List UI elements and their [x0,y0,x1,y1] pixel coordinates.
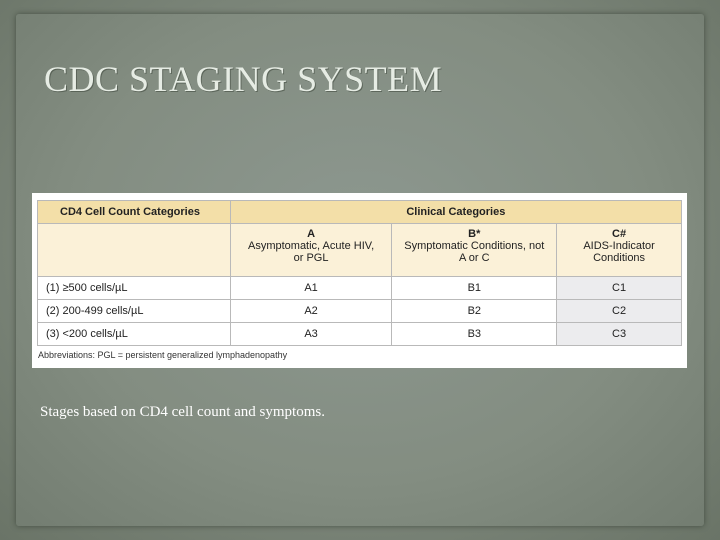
header-clinical-categories: Clinical Categories [230,201,681,224]
row-3-a: A3 [230,323,392,346]
row-1-b: B1 [392,277,557,300]
row-2-a: A2 [230,300,392,323]
table-header-row [38,201,682,224]
row-2-label: (2) 200-499 cells/µL [38,300,231,323]
header-cd4-categories: CD4 Cell Count Categories [38,201,231,224]
category-b-desc-2: A or C [459,252,490,264]
row-3-b: B3 [392,323,557,346]
category-b-cell [392,224,557,277]
row-1-a: A1 [230,277,392,300]
row-2-b: B2 [392,300,557,323]
row-1-c: C1 [557,277,682,300]
table-row [38,323,682,346]
row-3-label: (3) <200 cells/µL [38,323,231,346]
category-a-desc-1: Asymptomatic, Acute HIV, [247,240,375,252]
slide-title: CDC STAGING SYSTEM [44,59,443,99]
row-2-c: C2 [557,300,682,323]
table-row [38,277,682,300]
category-c-cell [557,224,682,277]
slide-caption: Stages based on CD4 cell count and symptoms. [40,404,325,420]
category-row [38,224,682,277]
category-b-desc-1: Symptomatic Conditions, not [404,240,545,252]
row-1-label: (1) ≥500 cells/µL [38,277,231,300]
category-b-letter: B* [468,228,481,240]
category-a-cell [230,224,392,277]
abbreviations-note: Abbreviations: PGL = persistent generalized lymphadenopathy [38,350,288,360]
category-empty-cell [38,224,231,277]
category-a-desc-2: or PGL [293,252,329,264]
row-3-c: C3 [557,323,682,346]
category-c-letter: C# [612,228,627,240]
category-a-letter: A [307,228,316,240]
category-c-desc-2: Conditions [593,252,646,264]
staging-table [37,200,682,346]
category-c-desc-1: AIDS-Indicator [583,240,655,252]
staging-table-image [32,193,687,368]
table-row [38,300,682,323]
